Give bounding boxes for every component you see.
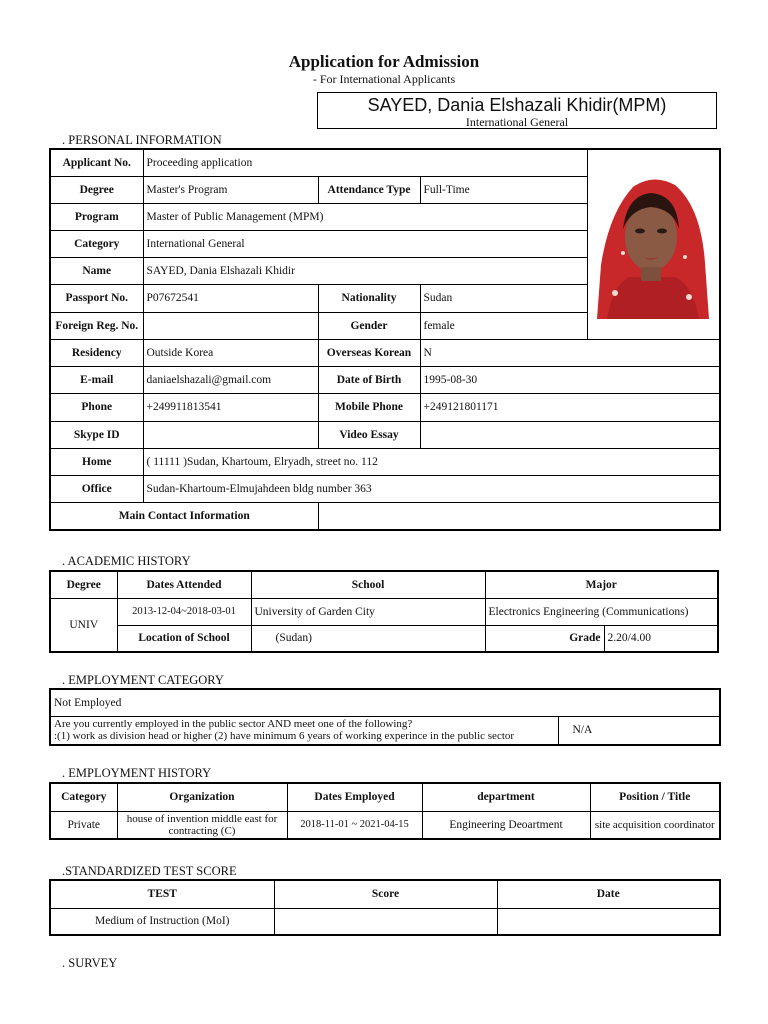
degree-label: Degree [50, 176, 143, 203]
foreign-reg-value [143, 312, 318, 339]
overseas-label: Overseas Korean [318, 339, 420, 366]
section-heading-survey: . SURVEY [62, 956, 118, 970]
overseas-value: N [420, 339, 720, 366]
category-label: Category [50, 230, 143, 257]
section-heading-academic: . ACADEMIC HISTORY [62, 554, 191, 568]
emp-position-value: site acquisition coordinator [590, 811, 720, 839]
academic-dates-value: 2013-12-04~2018-03-01 [117, 598, 251, 625]
section-heading-personal: . PERSONAL INFORMATION [62, 133, 222, 147]
emp-dates-value: 2018-11-01 ~ 2021-04-15 [287, 811, 422, 839]
emp-category-value: Private [50, 811, 117, 839]
program-value: Master of Public Management (MPM) [143, 203, 587, 230]
gender-value: female [420, 312, 587, 339]
name-label: Name [50, 257, 143, 284]
residency-value: Outside Korea [143, 339, 318, 366]
program-label: Program [50, 203, 143, 230]
applicant-name: SAYED, Dania Elshazali Khidir(MPM) [367, 95, 667, 115]
academic-grade-value: 2.20/4.00 [604, 625, 718, 652]
page-subtitle: - For International Applicants [312, 72, 456, 86]
skype-value [143, 421, 318, 448]
academic-header-major: Major [485, 571, 718, 598]
email-value: daniaelshazali@gmail.com [143, 366, 318, 393]
phone-value: +249911813541 [143, 393, 318, 421]
main-contact-label: Main Contact Information [50, 502, 318, 530]
section-heading-employment-category: . EMPLOYMENT CATEGORY [62, 673, 224, 687]
applicant-name-box [317, 92, 717, 129]
home-value: ( 11111 )Sudan, Khartoum, Elryadh, street no. 112 [143, 448, 720, 475]
nationality-value: Sudan [420, 284, 587, 312]
passport-label: Passport No. [50, 284, 143, 312]
mobile-label: Mobile Phone [318, 393, 420, 421]
academic-history-table [49, 570, 719, 653]
academic-header-dates: Dates Attended [117, 571, 251, 598]
home-label: Home [50, 448, 143, 475]
office-label: Office [50, 475, 143, 502]
page-title: Application for Admission [288, 52, 480, 71]
test-score-table [49, 879, 721, 936]
test-date-value [497, 908, 720, 935]
academic-major-value: Electronics Engineering (Communications) [485, 598, 718, 625]
employment-status-value: Not Employed [50, 689, 720, 716]
test-name-value: Medium of Instruction (MoI) [50, 908, 274, 935]
employment-question [50, 716, 558, 745]
applicant-no-label: Applicant No. [50, 149, 143, 176]
mobile-value: +249121801171 [420, 393, 720, 421]
applicant-photo [593, 173, 711, 319]
section-heading-test-score: .STANDARDIZED TEST SCORE [62, 864, 237, 878]
video-label: Video Essay [318, 421, 420, 448]
emp-department-value: Engineering Deoartment [422, 811, 590, 839]
academic-degree-value: UNIV [50, 598, 117, 652]
academic-grade-label: Grade [485, 625, 604, 652]
degree-value: Master's Program [143, 176, 318, 203]
category-value: International General [143, 230, 587, 257]
academic-header-school: School [251, 571, 485, 598]
emp-header-dates: Dates Employed [287, 783, 422, 811]
dob-value: 1995-08-30 [420, 366, 720, 393]
name-value: SAYED, Dania Elshazali Khidir [143, 257, 587, 284]
emp-header-category: Category [50, 783, 117, 811]
test-score-value [274, 908, 497, 935]
academic-location-value: (Sudan) [251, 625, 485, 652]
employment-category-table [49, 688, 721, 746]
applicant-category: International General [465, 115, 569, 129]
email-label: E-mail [50, 366, 143, 393]
section-heading-employment-history: . EMPLOYMENT HISTORY [62, 766, 212, 780]
academic-location-label: Location of School [117, 625, 251, 652]
academic-header-degree: Degree [50, 571, 117, 598]
phone-label: Phone [50, 393, 143, 421]
emp-header-position: Position / Title [590, 783, 720, 811]
nationality-label: Nationality [318, 284, 420, 312]
employment-question-line1: Are you currently employed in the public sector AND meet one of the following? [54, 718, 413, 731]
video-value [420, 421, 720, 448]
attendance-label: Attendance Type [318, 176, 420, 203]
academic-school-value: University of Garden City [251, 598, 485, 625]
gender-label: Gender [318, 312, 420, 339]
dob-label: Date of Birth [318, 366, 420, 393]
skype-label: Skype ID [50, 421, 143, 448]
test-header-score: Score [274, 880, 497, 908]
residency-label: Residency [50, 339, 143, 366]
employment-answer-value: N/A [558, 716, 720, 745]
attendance-value: Full-Time [420, 176, 587, 203]
emp-organization-value: house of invention middle east for contracting (C) [117, 811, 287, 839]
office-value: Sudan-Khartoum-Elmujahdeen bldg number 363 [143, 475, 720, 502]
foreign-reg-label: Foreign Reg. No. [50, 312, 143, 339]
emp-header-department: department [422, 783, 590, 811]
employment-question-line2: :(1) work as division head or higher (2) have minimum 6 years of working experince in the public sector [54, 730, 515, 743]
emp-header-organization: Organization [117, 783, 287, 811]
applicant-photo-svg [593, 173, 711, 319]
employment-history-table [49, 782, 721, 840]
passport-value: P07672541 [143, 284, 318, 312]
test-header-test: TEST [50, 880, 274, 908]
main-contact-value [318, 502, 720, 530]
applicant-no-value: Proceeding application [143, 149, 587, 176]
test-header-date: Date [497, 880, 720, 908]
